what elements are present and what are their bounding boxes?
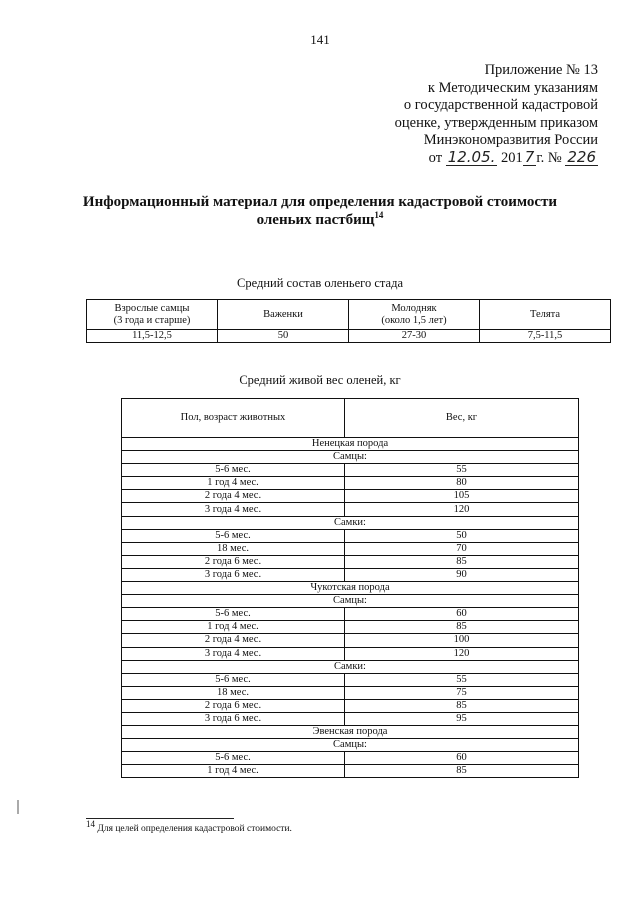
- appendix-line-5: Минэкономразвития России: [423, 132, 598, 148]
- weight-cell: 75: [345, 686, 579, 699]
- sex-group-label: Самцы:: [122, 739, 579, 752]
- table-row: [122, 503, 579, 516]
- breed-row: [122, 438, 579, 451]
- age-cell: 1 год 4 мес.: [122, 477, 345, 490]
- title-line-2: [80, 211, 560, 229]
- title-line-2-text: оленьих пастбищ: [256, 212, 375, 228]
- herd-value-row: [87, 330, 611, 343]
- age-cell: 3 года 6 мес.: [122, 568, 345, 581]
- appendix-line-1: Приложение № 13: [484, 62, 598, 78]
- footnote-number: 14: [86, 819, 95, 829]
- table-row: [122, 699, 579, 712]
- age-cell: 1 год 4 мес.: [122, 621, 345, 634]
- col-header-weight: Вес, кг: [345, 399, 579, 438]
- weight-cell: 90: [345, 568, 579, 581]
- title-line-1: Информационный материал для определения кадастровой стоимости: [82, 194, 558, 210]
- age-cell: 2 года 6 мес.: [122, 555, 345, 568]
- footnote-text: Для целей определения кадастровой стоимости.: [97, 824, 292, 835]
- table-row: [122, 568, 579, 581]
- age-cell: 5-6 мес.: [122, 464, 345, 477]
- breed-row: [122, 726, 579, 739]
- sex-group-label: Самцы:: [122, 595, 579, 608]
- sex-group-label: Самки:: [122, 516, 579, 529]
- col-header-age: Пол, возраст животных: [122, 399, 345, 438]
- margin-mark: [17, 800, 19, 814]
- weight-cell: 85: [345, 555, 579, 568]
- weight-cell: 95: [345, 712, 579, 725]
- age-cell: 3 года 4 мес.: [122, 647, 345, 660]
- sex-group-row: [122, 451, 579, 464]
- age-cell: 5-6 мес.: [122, 752, 345, 765]
- table-row: [122, 647, 579, 660]
- age-cell: 5-6 мес.: [122, 608, 345, 621]
- appendix-header: [338, 62, 598, 167]
- herd-value-cell: 7,5-11,5: [480, 330, 611, 343]
- weight-cell: 70: [345, 542, 579, 555]
- weight-cell: 60: [345, 752, 579, 765]
- sex-group-label: Самцы:: [122, 451, 579, 464]
- handwritten-date: 12.05.: [447, 147, 496, 166]
- herd-header-cell: [480, 300, 611, 330]
- age-cell: 3 года 4 мес.: [122, 503, 345, 516]
- age-cell: 5-6 мес.: [122, 673, 345, 686]
- header-line: (около 1,5 лет): [381, 314, 447, 326]
- age-cell: 2 года 4 мес.: [122, 490, 345, 503]
- weight-cell: 55: [345, 464, 579, 477]
- header-line: Взрослые самцы: [114, 302, 190, 314]
- footnote-separator: [86, 818, 234, 819]
- handwritten-year: 7: [524, 147, 535, 166]
- weight-header-row: [122, 399, 579, 438]
- age-cell: 18 мес.: [122, 686, 345, 699]
- herd-value-cell: 50: [218, 330, 349, 343]
- sex-group-label: Самки:: [122, 660, 579, 673]
- sex-group-row: [122, 739, 579, 752]
- herd-table-caption: Средний состав оленьего стада: [237, 276, 403, 290]
- herd-header-cell: [349, 300, 480, 330]
- year-printed: 201: [501, 149, 523, 166]
- appendix-date-line: [338, 147, 598, 168]
- footnote: [86, 819, 292, 835]
- weight-cell: 105: [345, 490, 579, 503]
- appendix-line-4: оценке, утвержденным приказом: [394, 114, 598, 131]
- table-row: [122, 765, 579, 778]
- age-cell: 5-6 мес.: [122, 529, 345, 542]
- weight-cell: 120: [345, 503, 579, 516]
- sex-group-row: [122, 516, 579, 529]
- weight-cell: 85: [345, 765, 579, 778]
- table-row: [122, 555, 579, 568]
- age-cell: 3 года 6 мес.: [122, 712, 345, 725]
- weight-cell: 60: [345, 608, 579, 621]
- page-number: 141: [310, 32, 330, 47]
- handwritten-number: 226: [567, 147, 596, 166]
- header-line: Телята: [529, 308, 561, 320]
- sex-group-row: [122, 660, 579, 673]
- title-footnote-ref: 14: [374, 210, 384, 220]
- age-cell: 2 года 4 мес.: [122, 634, 345, 647]
- live-weight-table: [121, 398, 579, 778]
- breed-name: Эвенская порода: [122, 726, 579, 739]
- weight-cell: 120: [345, 647, 579, 660]
- date-prefix: от: [428, 149, 443, 166]
- breed-name: Ненецкая порода: [122, 438, 579, 451]
- herd-header-cell: [218, 300, 349, 330]
- herd-header-cell: [87, 300, 218, 330]
- table-row: [122, 529, 579, 542]
- weight-cell: 55: [345, 673, 579, 686]
- table-row: [122, 542, 579, 555]
- weight-cell: 85: [345, 621, 579, 634]
- age-cell: 2 года 6 мес.: [122, 699, 345, 712]
- header-line: Молодняк: [391, 302, 437, 314]
- age-cell: 1 год 4 мес.: [122, 765, 345, 778]
- sex-group-row: [122, 595, 579, 608]
- weight-cell: 100: [345, 634, 579, 647]
- number-label: г. №: [536, 149, 562, 166]
- age-cell: 18 мес.: [122, 542, 345, 555]
- table-row: [122, 712, 579, 725]
- table-row: [122, 608, 579, 621]
- appendix-line-2: к Методическим указаниям: [427, 79, 598, 96]
- table-row: [122, 686, 579, 699]
- table-row: [122, 634, 579, 647]
- table-row: [122, 490, 579, 503]
- weight-table-caption: Средний живой вес оленей, кг: [239, 373, 401, 387]
- breed-name: Чукотская порода: [122, 582, 579, 595]
- table-row: [122, 673, 579, 686]
- table-row: [122, 464, 579, 477]
- header-line: Важенки: [263, 308, 303, 320]
- table-row: [122, 621, 579, 634]
- weight-cell: 80: [345, 477, 579, 490]
- appendix-line-3: о государственной кадастровой: [403, 97, 598, 113]
- herd-value-cell: 27-30: [349, 330, 480, 343]
- header-line: (3 года и старше): [113, 314, 191, 326]
- weight-cell: 50: [345, 529, 579, 542]
- table-row: [122, 477, 579, 490]
- table-row: [122, 752, 579, 765]
- herd-value-cell: 11,5-12,5: [87, 330, 218, 343]
- weight-cell: 85: [345, 699, 579, 712]
- herd-composition-table: [86, 299, 611, 343]
- breed-row: [122, 582, 579, 595]
- herd-header-row: [87, 300, 611, 330]
- document-title: [80, 193, 560, 229]
